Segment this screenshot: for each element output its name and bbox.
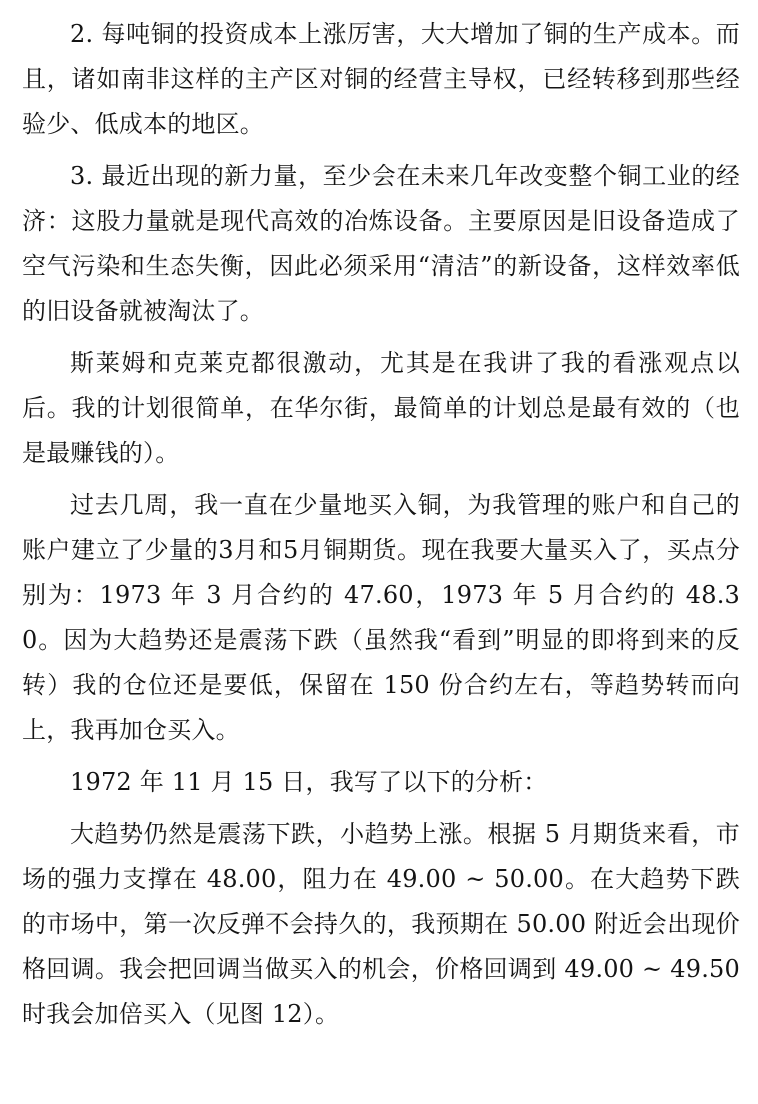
paragraph-smelting-equipment: 3. 最近出现的新力量，至少会在未来几年改变整个铜工业的经济：这股力量就是现代高效的冶炼设备。主要原因是旧设备造成了空气污染和生态失衡，因此必须采用“清洁”的新设备，这样效率低的旧设备就被淘汰了。	[22, 162, 740, 325]
paragraph-analysis-date: 1972 年 11 月 15 日，我写了以下的分析：	[70, 768, 548, 796]
document-page	[22, 12, 740, 1044]
paragraph-buy-plan: 过去几周，我一直在少量地买入铜，为我管理的账户和自己的账户建立了少量的3月和5月铜期货。现在我要大量买入了，买点分别为：1973 年 3 月合约的 47.60，1973 年 5 月合约的 48.30。因为大趋势还是震荡下跌（虽然我“看到”明显的即将到来的反转）我的仓位还是要低，保留在 150 份合约左右，等趋势转而向上，我再加仓买入。	[22, 491, 740, 744]
paragraph-trend-analysis: 大趋势仍然是震荡下跌，小趋势上涨。根据 5 月期货来看，市场的强力支撑在 48.00，阻力在 49.00 ~ 50.00。在大趋势下跌的市场中，第一次反弹不会持久的，我预期在 50.00 附近会出现价格回调。我会把回调当做买入的机会，价格回调到 49.00 ~ 49.50 时我会加倍买入（见图 12）。	[22, 820, 740, 1028]
paragraph-bullish-view: 斯莱姆和克莱克都很激动，尤其是在我讲了我的看涨观点以后。我的计划很简单，在华尔街，最简单的计划总是最有效的（也是最赚钱的）。	[22, 349, 740, 467]
paragraph-copper-cost: 2. 每吨铜的投资成本上涨厉害，大大增加了铜的生产成本。而且，诸如南非这样的主产区对铜的经营主导权，已经转移到那些经验少、低成本的地区。	[22, 20, 740, 138]
